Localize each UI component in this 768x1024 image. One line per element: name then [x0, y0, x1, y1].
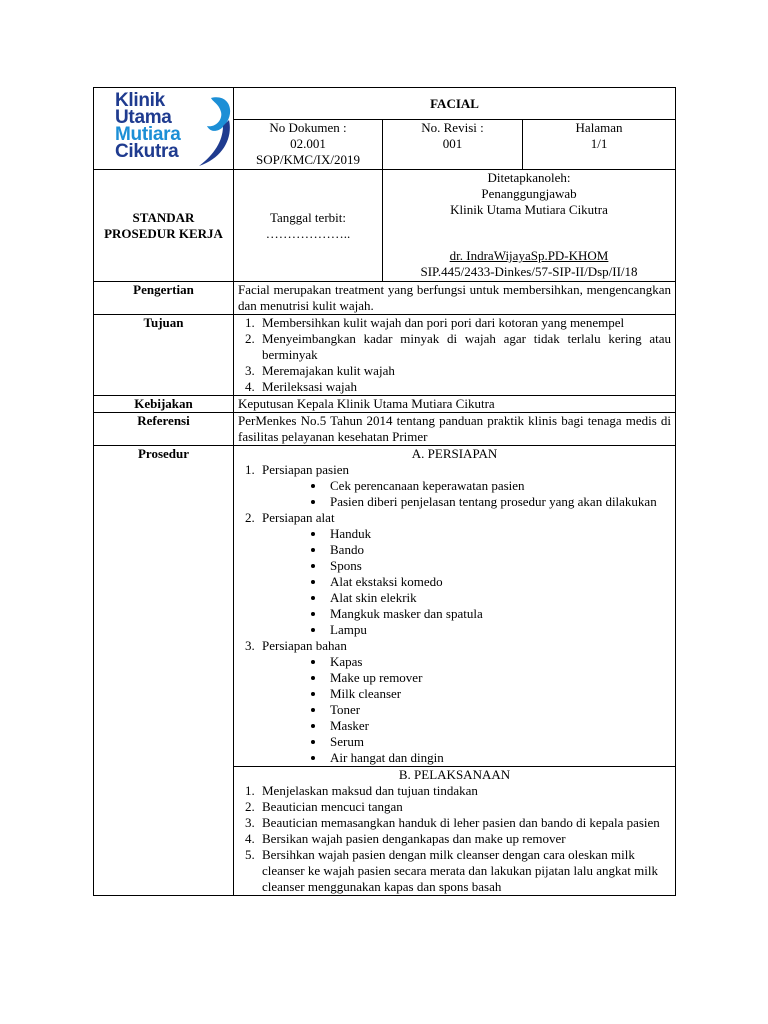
sop-label-line-1: STANDAR [132, 209, 195, 225]
issue-date-cell [234, 170, 383, 282]
list-item: • Serum [326, 734, 671, 750]
list-item: • Alat skin elekrik [326, 590, 671, 606]
pelaksanaan-cell [234, 767, 676, 896]
doc-number-value-2: SOP/KMC/IX/2019 [255, 152, 361, 167]
list-item: 4. Merileksasi wajah [258, 379, 671, 395]
doc-number-cell [234, 120, 383, 170]
sop-table [93, 87, 676, 896]
list-item: • Pasien diberi penjelasan tentang prosedur yang akan dilakukan [326, 494, 671, 510]
logo-swirl-icon [193, 92, 235, 170]
kebijakan-text: Keputusan Kepala Klinik Utama Mutiara Cikutra [234, 396, 676, 413]
page-label: Halaman [575, 120, 623, 135]
persiapan-pasien-item [258, 462, 671, 510]
referensi-text: PerMenkes No.5 Tahun 2014 tentang panduan praktik klinis bagi tenaga medis di fasilitas pelayanan kesehatan Primer [234, 413, 676, 446]
tujuan-label: Tujuan [94, 315, 234, 396]
issue-date-label: Tanggal terbit: [270, 209, 346, 225]
list-item: • Lampu [326, 622, 671, 638]
list-item: 1. Menjelaskan maksud dan tujuan tindakan [258, 783, 671, 799]
pelaksanaan-heading: B. PELAKSANAAN [398, 767, 511, 782]
persiapan-pasien-title: Persiapan pasien [262, 462, 350, 477]
revision-label: No. Revisi : [421, 120, 484, 135]
approval-line-1: Ditetapkanoleh: [487, 170, 571, 185]
list-item: 3. Meremajakan kulit wajah [258, 363, 671, 379]
revision-value: 001 [442, 136, 463, 151]
list-item: 5. Bersihkan wajah pasien dengan milk cleanser dengan cara oleskan milk cleanser ke wajah pasien secara merata dan lakukan pijatan lalu angkat milk cleanser menggunakan kapas dan spons basah [258, 847, 671, 895]
persiapan-bahan-item [258, 638, 671, 766]
list-item: • Kapas [326, 654, 671, 670]
list-item: • Cek perencanaan keperawatan pasien [326, 478, 671, 494]
prosedur-label: Prosedur [94, 446, 234, 896]
list-item: • Toner [326, 702, 671, 718]
list-item: • Make up remover [326, 670, 671, 686]
logo-text-cikutra: Cikutra [115, 141, 179, 162]
doc-number-label: No Dokumen : [269, 120, 347, 135]
issue-date-value: ……………….. [265, 225, 351, 241]
page-value: 1/1 [590, 136, 608, 151]
sop-label-line-2: PROSEDUR KERJA [104, 225, 223, 241]
approval-line-3: Klinik Utama Mutiara Cikutra [450, 202, 608, 217]
referensi-label: Referensi [94, 413, 234, 446]
pengertian-label: Pengertian [94, 282, 234, 315]
document-title: FACIAL [234, 88, 676, 120]
approver-sip: SIP.445/2433-Dinkes/57-SIP-II/Dsp/II/18 [420, 264, 638, 279]
kebijakan-label: Kebijakan [94, 396, 234, 413]
page-cell [523, 120, 676, 170]
pengertian-text: Facial merupakan treatment yang berfungsi untuk membersihkan, mengencangkan dan menutrisi kulit wajah. [234, 282, 676, 315]
list-item: 3. Beautician memasangkan handuk di leher pasien dan bando di kepala pasien [258, 815, 671, 831]
list-item: • Spons [326, 558, 671, 574]
persiapan-bahan-title: Persiapan bahan [262, 638, 347, 653]
list-item: • Air hangat dan dingin [326, 750, 671, 766]
list-item: 4. Bersikan wajah pasien dengankapas dan make up remover [258, 831, 671, 847]
revision-cell [383, 120, 523, 170]
logo-text-klinik: Klinik [115, 90, 165, 111]
doc-number-value-1: 02.001 [290, 136, 326, 151]
tujuan-cell [234, 315, 676, 396]
list-item: • Milk cleanser [326, 686, 671, 702]
list-item: • Alat ekstaksi komedo [326, 574, 671, 590]
list-item: 2. Menyeimbangkan kadar minyak di wajah agar tidak terlalu kering atau berminyak [258, 331, 671, 363]
persiapan-alat-item [258, 510, 671, 638]
sop-label-cell [94, 170, 234, 282]
persiapan-heading: A. PERSIAPAN [411, 446, 498, 461]
persiapan-cell [234, 446, 676, 767]
list-item: 2. Beautician mencuci tangan [258, 799, 671, 815]
approval-cell [383, 170, 676, 282]
approver-name: dr. IndraWijayaSp.PD-KHOM [449, 248, 609, 263]
logo-text-mutiara: Mutiara [115, 124, 181, 145]
list-item: • Handuk [326, 526, 671, 542]
list-item: • Bando [326, 542, 671, 558]
logo-text-utama: Utama [115, 107, 172, 128]
persiapan-alat-title: Persiapan alat [262, 510, 335, 525]
list-item: • Masker [326, 718, 671, 734]
approval-line-2: Penanggungjawab [481, 186, 577, 201]
list-item: 1. Membersihkan kulit wajah dan pori pori dari kotoran yang menempel [258, 315, 671, 331]
list-item: • Mangkuk masker dan spatula [326, 606, 671, 622]
clinic-logo [115, 92, 233, 170]
